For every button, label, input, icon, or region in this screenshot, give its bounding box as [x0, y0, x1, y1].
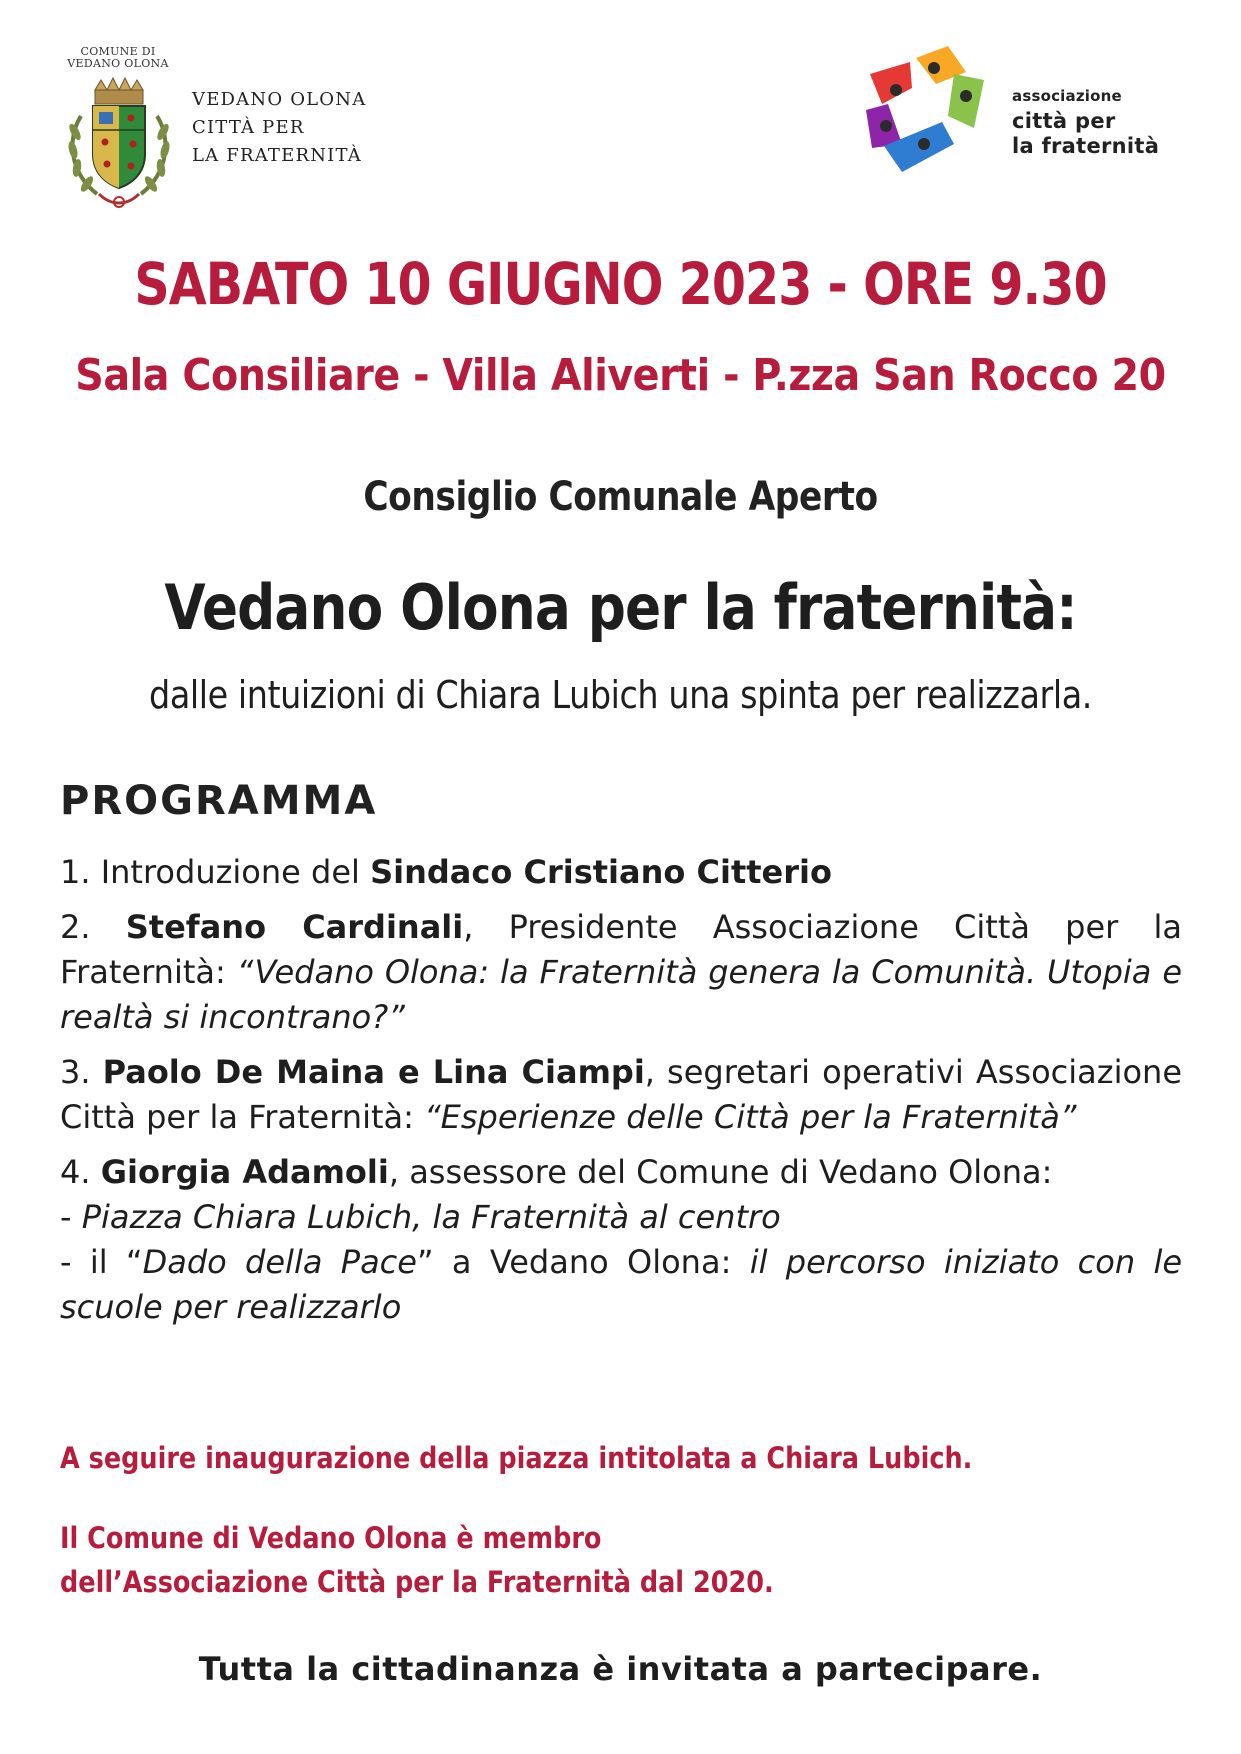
association-logo-icon — [862, 44, 1002, 174]
program-heading: PROGRAMMA — [60, 778, 378, 824]
program-subitem: - Piazza Chiara Lubich, la Fraternità al centro — [60, 1198, 781, 1236]
association-name: associazione città per la fraternità — [1012, 87, 1160, 158]
program-item-2: 2. Stefano Cardinali, Presidente Associazione Città per la Fraternità: “Vedano Olona: la Fraternità genera la Comunità. Utopia e realtà si incontrano?” — [60, 908, 1183, 1036]
municipality-header — [58, 46, 438, 218]
invitation-line: Tutta la cittadinanza è invitata a partecipare. — [198, 1650, 1043, 1688]
program-item-3: 3. Paolo De Maina e Lina Ciampi, segretari operativi Associazione Città per la Fraternità: “Esperienze delle Città per la Fraternità” — [60, 1053, 1183, 1136]
talk-title: “Esperienze delle Città per la Fraternità” — [424, 1098, 1077, 1136]
association-logo — [862, 44, 1192, 184]
talk-title: “Vedano Olona: la Fraternità genera la Comunità. Utopia e realtà si incontrano?” — [60, 953, 1183, 1036]
speaker-name: Paolo De Maina e Lina Ciampi — [102, 1053, 645, 1091]
event-location: Sala Consiliare - Villa Aliverti - P.zza San Rocco 20 — [75, 350, 1166, 401]
program-item-4: 4. Giorgia Adamoli, assessore del Comune di Vedano Olona: - Piazza Chiara Lubich, la Fraternità al centro - il “Dado della Pace” a Vedano Olona: il percorso iniziato con le scuole per realizzarlo — [60, 1150, 1182, 1330]
event-date-time: SABATO 10 GIUGNO 2023 - ORE 9.30 — [134, 250, 1107, 318]
event-title: Vedano Olona per la fraternità: — [164, 571, 1077, 644]
program-item-1: 1. Introduzione del Sindaco Cristiano Citterio — [60, 853, 832, 891]
inauguration-note: A seguire inaugurazione della piazza intitolata a Chiara Lubich. — [60, 1441, 973, 1475]
program-subitem: - il “Dado della Pace” a Vedano Olona: il percorso iniziato con le scuole per realizzarlo — [60, 1243, 1183, 1326]
event-type: Consiglio Comunale Aperto — [363, 474, 878, 520]
speaker-name: Sindaco Cristiano Citterio — [370, 853, 832, 891]
membership-note: Il Comune di Vedano Olona è membro dell’Associazione Città per la Fraternità dal 2020. — [60, 1521, 774, 1599]
town-name: VEDANO OLONA CITTÀ PER LA FRATERNITÀ — [192, 89, 367, 166]
crest-caption: COMUNE DI VEDANO OLONA — [67, 45, 169, 70]
speaker-name: Stefano Cardinali — [125, 908, 464, 946]
municipal-crest-icon — [63, 76, 175, 214]
event-subtitle: dalle intuizioni di Chiara Lubich una spinta per realizzarla. — [149, 673, 1092, 717]
speaker-name: Giorgia Adamoli — [100, 1153, 389, 1191]
program-list — [60, 850, 1182, 1340]
